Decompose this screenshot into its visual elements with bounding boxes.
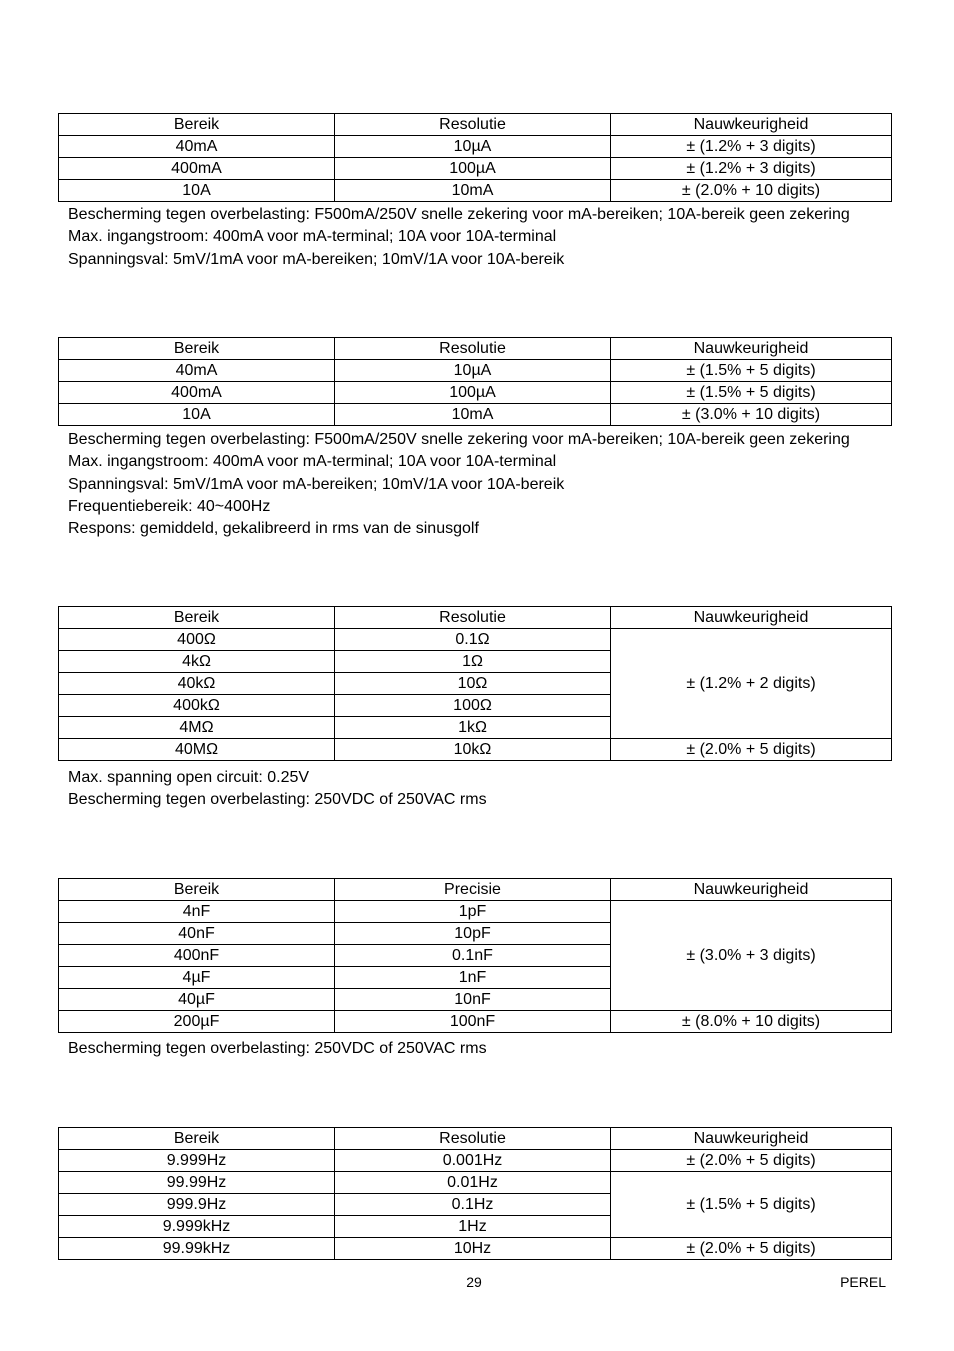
note-line: Frequentiebereik: 40~400Hz [68,497,271,515]
table-cell: 4µF [59,967,335,989]
table-cell: ± (2.0% + 10 digits) [611,180,892,202]
header-cell: Resolutie [335,338,611,360]
table-cell: 0.1nF [335,945,611,967]
header-cell: Bereik [59,114,335,136]
frequency-table [58,1127,892,1260]
table-row [59,739,892,761]
note-line: Bescherming tegen overbelasting: F500mA/250V snelle zekering voor mA-bereiken; 10A-bereik geen zekering [68,431,850,448]
brand-label: PEREL [840,1274,886,1290]
table-row [59,360,892,382]
table-cell: 1nF [335,967,611,989]
table-cell: 4nF [59,901,335,923]
table-cell: 4MΩ [59,717,335,739]
table-header-row [59,114,892,136]
table-cell: 9.999kHz [59,1216,335,1238]
table-cell: 1pF [335,901,611,923]
header-cell: Bereik [59,879,335,901]
table-cell: ± (3.0% + 10 digits) [611,404,892,426]
capacitance-table [58,878,892,1033]
dc-current-table [58,113,892,202]
note-line: Bescherming tegen overbelasting: F500mA/250V snelle zekering voor mA-bereiken; 10A-bereik geen zekering [68,206,850,223]
table-cell: 100µA [335,382,611,404]
table-row [59,1011,892,1033]
table-cell: 10nF [335,989,611,1011]
table-cell: 10Ω [335,673,611,695]
note-line: Max. spanning open circuit: 0.25V [68,769,310,786]
table-cell: 40MΩ [59,739,335,761]
table-cell: ± (1.5% + 5 digits) [611,382,892,404]
table-cell: 10mA [335,404,611,426]
table-row [59,1172,892,1194]
note-line: Bescherming tegen overbelasting: 250VDC of 250VAC rms [68,1040,487,1057]
capacitance-notes [68,1038,487,1060]
table-cell: 10µA [335,360,611,382]
table-cell: 100µA [335,158,611,180]
resistance-table [58,606,892,761]
table-row [59,158,892,180]
table-cell: ± (2.0% + 5 digits) [611,1150,892,1172]
table-cell: 9.999Hz [59,1150,335,1172]
table-cell: 40mA [59,136,335,158]
table-cell: 1Hz [335,1216,611,1238]
table-cell: 100Ω [335,695,611,717]
header-cell: Precisie [335,879,611,901]
header-cell: Nauwkeurigheid [611,338,892,360]
table-cell: ± (2.0% + 5 digits) [611,1238,892,1260]
table-row [59,180,892,202]
table-cell: 99.99Hz [59,1172,335,1194]
table-row [59,404,892,426]
table-header-row [59,607,892,629]
note-line: Spanningsval: 5mV/1mA voor mA-bereiken; 10mV/1A voor 10A-bereik [68,250,565,268]
table-cell: 4kΩ [59,651,335,673]
table-cell: 10kΩ [335,739,611,761]
table-row [59,136,892,158]
table-row [59,1150,892,1172]
table-cell: 10Hz [335,1238,611,1260]
note-line: Max. ingangstroom: 400mA voor mA-terminal; 10A voor 10A-terminal [68,228,557,246]
table-cell: ± (1.2% + 3 digits) [611,136,892,158]
table-cell: ± (1.5% + 5 digits) [611,360,892,382]
header-cell: Bereik [59,338,335,360]
table-cell: 99.99kHz [59,1238,335,1260]
table-cell: 10A [59,404,335,426]
note-line: Spanningsval: 5mV/1mA voor mA-bereiken; 10mV/1A voor 10A-bereik [68,475,565,493]
header-cell: Resolutie [335,607,611,629]
table-cell: 400mA [59,158,335,180]
table-cell: 1kΩ [335,717,611,739]
dc-current-notes [68,204,850,271]
table-cell: ± (2.0% + 5 digits) [611,739,892,761]
table-header-row [59,1128,892,1150]
table-cell: 1Ω [335,651,611,673]
table-cell: 400nF [59,945,335,967]
table-cell: 200µF [59,1011,335,1033]
table-cell: 40µF [59,989,335,1011]
table-header-row [59,338,892,360]
table-cell: ± (8.0% + 10 digits) [611,1011,892,1033]
resistance-notes [68,767,487,812]
header-cell: Nauwkeurigheid [611,114,892,136]
table-cell: 400mA [59,382,335,404]
table-row [59,382,892,404]
table-cell: 10pF [335,923,611,945]
ac-current-notes [68,429,850,540]
table-header-row [59,879,892,901]
table-row [59,901,892,923]
table-row [59,629,892,651]
table-cell: ± (1.2% + 3 digits) [611,158,892,180]
table-row [59,1238,892,1260]
header-cell: Resolutie [335,114,611,136]
table-cell: 40mA [59,360,335,382]
table-cell: 400kΩ [59,695,335,717]
ac-current-table [58,337,892,426]
table-cell: 10A [59,180,335,202]
header-cell: Resolutie [335,1128,611,1150]
table-cell: 400Ω [59,629,335,651]
table-cell: 0.1Hz [335,1194,611,1216]
table-cell: 10mA [335,180,611,202]
merged-accuracy-cell: ± (3.0% + 3 digits) [611,901,892,1011]
note-line: Bescherming tegen overbelasting: 250VDC of 250VAC rms [68,791,487,809]
table-cell: 0.1Ω [335,629,611,651]
note-line: Max. ingangstroom: 400mA voor mA-terminal; 10A voor 10A-terminal [68,453,557,471]
header-cell: Bereik [59,607,335,629]
table-cell: 40kΩ [59,673,335,695]
header-cell: Nauwkeurigheid [611,879,892,901]
merged-accuracy-cell: ± (1.5% + 5 digits) [611,1172,892,1238]
table-cell: 0.01Hz [335,1172,611,1194]
table-cell: 999.9Hz [59,1194,335,1216]
table-cell: 0.001Hz [335,1150,611,1172]
table-cell: 10µA [335,136,611,158]
table-cell: 40nF [59,923,335,945]
table-cell: 100nF [335,1011,611,1033]
note-line: Respons: gemiddeld, gekalibreerd in rms van de sinusgolf [68,520,479,538]
header-cell: Nauwkeurigheid [611,607,892,629]
header-cell: Nauwkeurigheid [611,1128,892,1150]
merged-accuracy-cell: ± (1.2% + 2 digits) [611,629,892,739]
header-cell: Bereik [59,1128,335,1150]
page-number: 29 [466,1274,482,1290]
